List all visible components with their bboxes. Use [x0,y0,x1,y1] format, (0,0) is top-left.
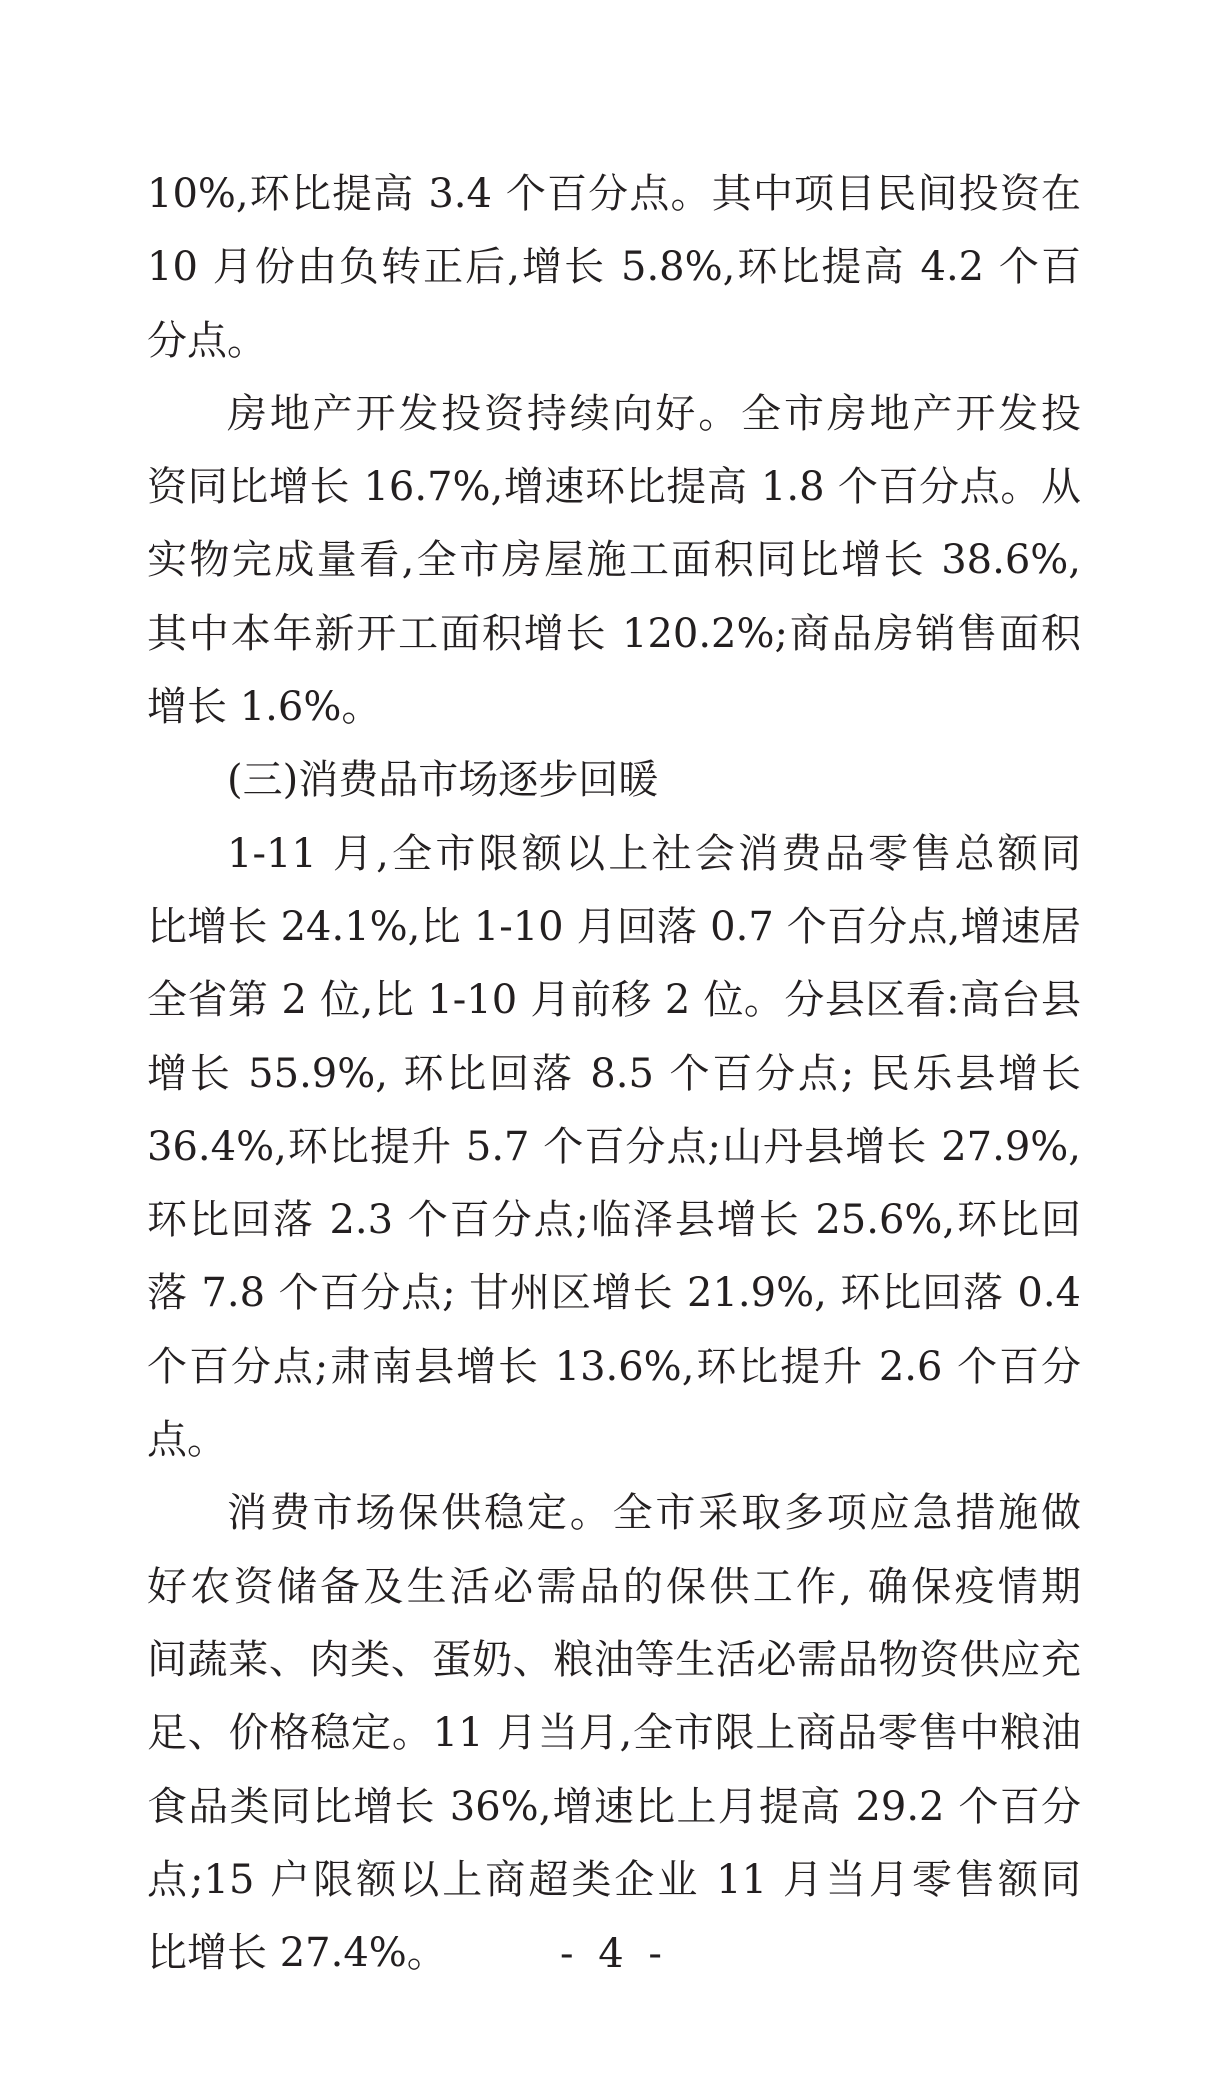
text-line-18: 点。 [147,1417,227,1464]
text-line-24: 点;15 户限额以上商超类企业 11 月当月零售额同 [147,1856,1081,1903]
text-line-22: 足、价格稳定。11 月当月,全市限上商品零售中粮油 [147,1710,1081,1757]
text-line-12: 全省第 2 位,比 1-10 月前移 2 位。分县区看:高台县 [147,977,1081,1024]
text-line-21: 间蔬菜、肉类、蛋奶、粮油等生活必需品物资供应充 [147,1636,1081,1683]
section-heading: (三)消费品市场逐步回暖 [227,757,659,804]
text-line-6: 实物完成量看,全市房屋施工面积同比增长 38.6%, [147,537,1081,584]
text-line-3: 分点。 [147,317,267,364]
text-line-5: 资同比增长 16.7%,增速环比提高 1.8 个百分点。从 [147,464,1081,511]
text-line-15: 环比回落 2.3 个百分点;临泽县增长 25.6%,环比回 [147,1197,1081,1244]
text-line-2: 10 月份由负转正后,增长 5.8%,环比提高 4.2 个百 [147,244,1081,291]
text-line-19: 消费市场保供稳定。全市采取多项应急措施做 [227,1490,1081,1537]
text-line-10: 1-11 月,全市限额以上社会消费品零售总额同 [227,830,1081,877]
page-number: - 4 - [560,1931,668,1977]
text-line-20: 好农资储备及生活必需品的保供工作, 确保疫情期 [147,1563,1081,1610]
text-line-17: 个百分点;肃南县增长 13.6%,环比提升 2.6 个百分 [147,1343,1081,1390]
text-line-13: 增长 55.9%, 环比回落 8.5 个百分点; 民乐县增长 [147,1050,1081,1097]
text-line-1: 10%,环比提高 3.4 个百分点。其中项目民间投资在 [147,171,1081,217]
text-line-11: 比增长 24.1%,比 1-10 月回落 0.7 个百分点,增速居 [147,903,1081,950]
document-body [147,158,1081,1990]
text-line-25: 比增长 27.4%。 [147,1930,447,1977]
text-line-7: 其中本年新开工面积增长 120.2%;商品房销售面积 [147,610,1081,657]
text-line-4: 房地产开发投资持续向好。全市房地产开发投 [227,390,1081,437]
text-line-16: 落 7.8 个百分点; 甘州区增长 21.9%, 环比回落 0.4 [147,1270,1081,1317]
text-line-14: 36.4%,环比提升 5.7 个百分点;山丹县增长 27.9%, [147,1123,1081,1170]
text-line-23: 食品类同比增长 36%,增速比上月提高 29.2 个百分 [147,1783,1081,1830]
text-line-8: 增长 1.6%。 [147,684,382,731]
